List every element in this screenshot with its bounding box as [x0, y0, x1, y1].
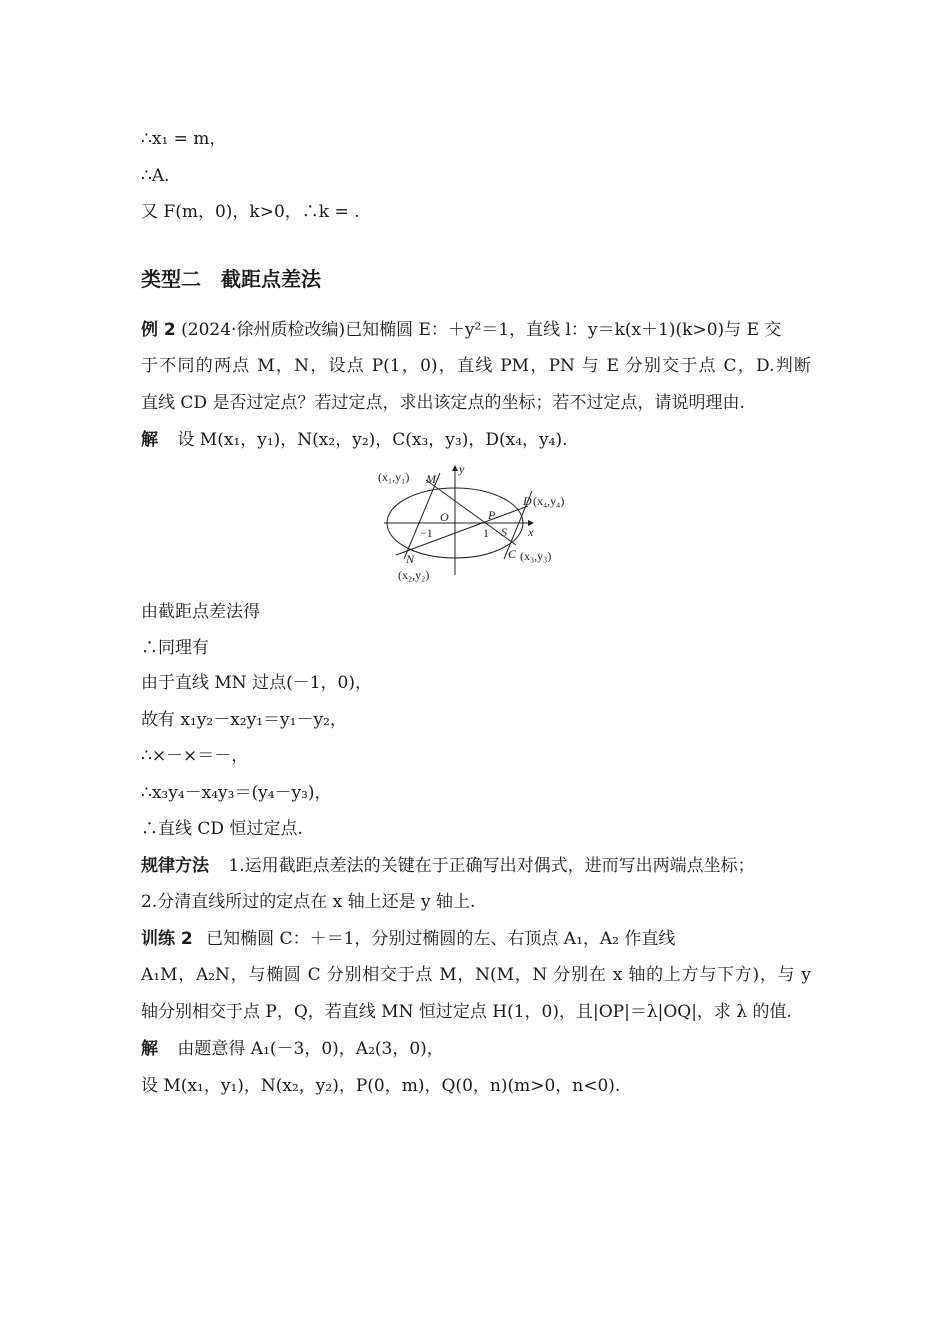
training-line-1 — [141, 927, 811, 951]
solution-text: 设 M(x₁，y₁)，N(x₂，y₂)，C(x₃，y₃)，D(x₄，y₄). — [177, 430, 568, 450]
method-label: 规律方法 — [141, 856, 209, 876]
example-text-1: (2024·徐州质检改编)已知椭圆 E：＋y²＝1，直线 l：y＝k(x＋1)(k>0)与 E 交 — [181, 320, 782, 340]
training-label: 训练 2 — [141, 929, 193, 949]
label-M-coords: (x₁,y₁) — [378, 470, 410, 484]
training-line-2: A₁M，A₂N，与椭圆 C 分别相交于点 M，N(M，N 分别在 x 轴的上方与下方)，与 y — [141, 965, 811, 985]
derivation-line-4: 故有 x₁y₂－x₂y₁＝y₁－y₂， — [141, 710, 347, 730]
top-line-1: ∴x₁ = m， — [141, 129, 227, 149]
training-line-3: 轴分别相交于点 P，Q，若直线 MN 恒过定点 H(1，0)，且|OP|＝λ|OQ|，求 λ 的值. — [141, 1002, 792, 1022]
training-solution-label: 解 — [141, 1039, 158, 1059]
label-M: M — [426, 472, 436, 486]
method-text-1: 1.运用截距点差法的关键在于正确写出对偶式，进而写出两端点坐标； — [228, 856, 755, 876]
label-S: S — [501, 525, 507, 539]
top-line-3: 又 F(m，0)，k>0，∴k = . — [141, 202, 360, 222]
label-y: y — [459, 463, 465, 476]
example-line-1 — [141, 318, 811, 342]
label-neg1: −1 — [420, 526, 433, 540]
training-text-1: 已知椭圆 C：＋＝1，分别过椭圆的左、右顶点 A₁，A₂ 作直线 — [206, 929, 676, 949]
label-N-coords: (x₂,y₂) — [398, 568, 430, 582]
training-solution-text-1: 由题意得 A₁(－3，0)，A₂(3，0)， — [177, 1039, 444, 1059]
method-line-1 — [141, 854, 811, 878]
label-1: 1 — [483, 526, 489, 540]
ellipse-figure — [376, 463, 586, 587]
top-line-2: ∴A. — [141, 166, 170, 186]
example-label: 例 2 — [141, 320, 176, 340]
section-heading: 类型二 截距点差法 — [141, 267, 321, 291]
derivation-line-1: 由截距点差法得 — [141, 602, 260, 622]
training-solution-line-2: 设 M(x₁，y₁)，N(x₂，y₂)，P(0，m)，Q(0，n)(m>0，n<0). — [141, 1076, 621, 1096]
example-line-3: 直线 CD 是否过定点？若过定点，求出该定点的坐标；若不过定点，请说明理由. — [141, 393, 745, 413]
label-D-coords: (x₄,y₄) — [533, 494, 565, 508]
label-N: N — [406, 552, 415, 566]
method-line-2: 2.分清直线所过的定点在 x 轴上还是 y 轴上. — [141, 892, 476, 912]
label-x: x — [528, 525, 534, 539]
example-line-2: 于不同的两点 M，N，设点 P(1，0)，直线 PM，PN 与 E 分别交于点 C，D.判断 — [141, 356, 811, 376]
label-C: C — [508, 547, 517, 561]
derivation-line-3: 由于直线 MN 过点(－1，0)， — [141, 673, 372, 693]
solution-label: 解 — [141, 430, 158, 450]
y-axis-arrow-icon — [452, 465, 458, 471]
label-O: O — [440, 510, 449, 524]
label-D: D — [523, 494, 532, 508]
example-solution-line — [141, 428, 567, 452]
derivation-line-5: ∴×－×＝－， — [141, 746, 249, 766]
derivation-line-7: ∴直线 CD 恒过定点. — [141, 819, 303, 839]
label-P: P — [488, 508, 496, 522]
training-solution-line-1 — [141, 1037, 444, 1061]
derivation-line-2: ∴同理有 — [141, 638, 209, 658]
derivation-line-6: ∴x₃y₄－x₄y₃＝(y₄－y₃)， — [141, 783, 332, 803]
label-C-coords: (x₃,y₃) — [520, 549, 552, 563]
